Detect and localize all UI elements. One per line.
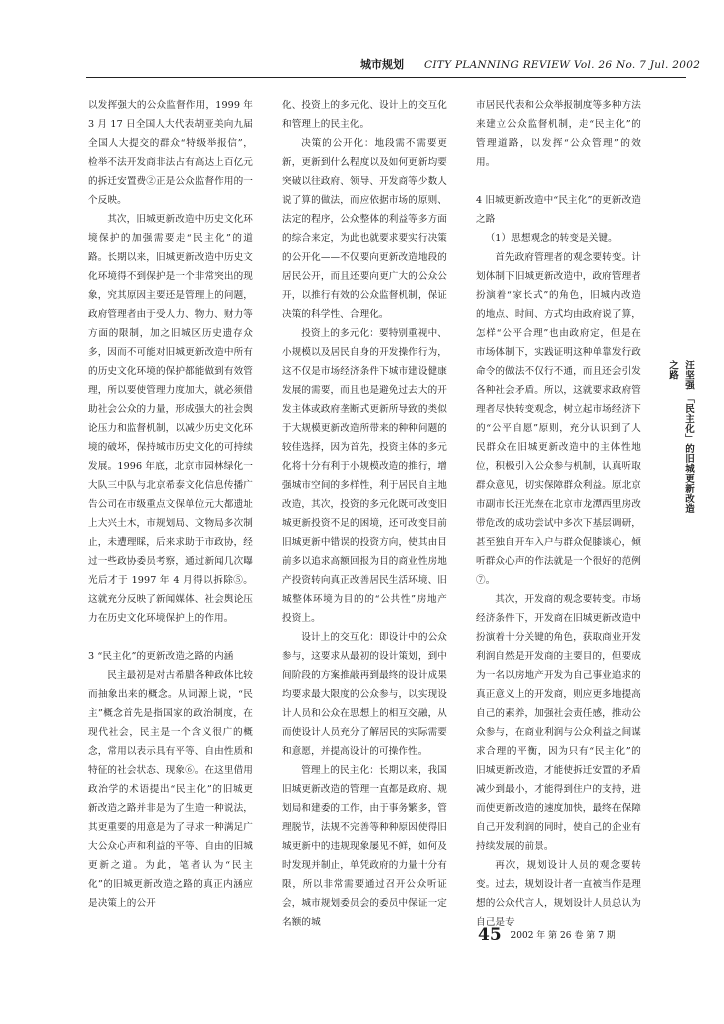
- side-running-title: 汪坚强 「民主化」的旧城更新改造之路: [667, 360, 694, 514]
- section-heading: 4 旧城更新改造中“民主化”的更新改造之路: [476, 195, 641, 225]
- paragraph: 其次，开发商的观念要转变。市场经济条件下，开发商在旧城更新改造中扮演着十分关键的角色，获取商业开发利润自然是开发商的主要目的，但要成为一名以房地产开发为自己事业追求的真正意义上的开发商，则应更多地提高自己的素养，加强社会责任感，推动公众参与，在商业利润与公众利益之间谋求合理的平衡，因为只有“民主化”的旧城更新改造，才能使拆迁安置的矛盾减少到最小，才能得到住户的支持，进而使更新改造的速度加快，最终在保障自己开发利润的同时，使自己的企业有持续发展的前景。: [476, 594, 641, 852]
- page-number: 45: [478, 925, 502, 945]
- paragraph: 其次，旧城更新改造中历史文化环境保护的加强需要走“民主化”的道路。长期以来，旧城更新改造中历史文化环境得不到保护是一个非常突出的现象，究其原因主要还是管理上的问题，政府管理者由于受人力、物力、财力等方面的限制，加之旧城区历史遗存众多，因而不可能对旧城更新改造中所有的历史文化环境的保护都能做到有效管理，所以要使管理力度加大，就必须借助社会公众的力量，形成强大的社会舆论压力和监督机制，以减少历史文化环境的破坏，保持城市历史文化的可持续发展。1996 年底，北京市园林绿化一大队三中队与北京希泰文化信息传播广告公司在市级重点文保单位元大都遗址上大兴土木，市规划局、文物局多次制止，未遭理睬，后来求助于市政协，经过一些政协委员考察，通过新闻几次曝光后才于 1997 年 4 月得以拆除⑤。这就充分反映了新闻媒体、社会舆论压力在历史文化环境保护上的作用。: [88, 214, 253, 624]
- section-heading: 3 “民主化”的更新改造之路的内涵: [88, 651, 234, 662]
- paragraph: 决策的公开化：地段需不需要更新，更新到什么程度以及如何更新均要突破以往政府、领导、开发商等少数人说了算的做法，而应依据市场的原则、法定的程序，公众整体的利益等多方面的综合来定，为此也就要求要实行决策的公开化——不仅要向更新改造地段的居民公开，而且还要向更广大的公众公开，以推行有效的公众监督机制，保证决策的科学性、合理化。: [282, 138, 447, 320]
- paragraph: 再次，规划设计人员的观念要转变。过去，规划设计者一直被当作是理想的公众代言人，规划设计人员总认为自己是专: [476, 860, 641, 928]
- journal-title-cn: 城市规划: [360, 58, 404, 71]
- paragraph: 投资上的多元化：要特别重视中、小规模以及居民自身的开发操作行为，这不仅是市场经济条件下城市建设健康发展的需要，而且也是避免过去大的开发主体或政府垄断式更新所导致的类似于大规模更新改造所带来的种种问题的较佳选择，因为首先，投资主体的多元化将十分有利于小规模改造的推行，增强城市空间的多样性，利于居民自主地改造，其次，投资的多元化既可改变旧城更新投资不足的困境，还可改变目前旧城更新中错误的投资方向，使其由目前多以追求高额回报为目的商业性房地产投资转向真正改善居民生活环境、旧城整体环境为目的的“公共性”房地产投资上。: [282, 328, 447, 624]
- paragraph: 市居民代表和公众举报制度等多种方法来建立公众监督机制，走“民主化”的管理道路，以发挥“公众管理”的效用。: [476, 100, 641, 168]
- header-rule: [86, 77, 686, 78]
- text-column-2: [282, 96, 447, 928]
- text-column-1: [88, 96, 253, 916]
- paragraph: 以发挥强大的公众监督作用，1999 年 3 月 17 日全国人大代表胡亚美向九届全国人大提交的群众“特级举报信”，检举不法开发商非法占有高达上百亿元的拆迁安置费②正是公众监督作用的一个反映。: [88, 100, 253, 206]
- paragraph: 管理上的民主化：长期以来，我国旧城更新改造的管理一直都是政府、规划局和建委的工作，由于事务繁多，管理脱节，法规不完善等种种原因使得旧城更新中的违规现象屡见不鲜，如何及时发现并制止，单凭政府的力量十分有限，所以非常需要通过召开公众听证会，城市规划委员会的委员中保证一定名额的城: [282, 765, 447, 928]
- journal-title-en: CITY PLANNING REVIEW Vol. 26 No. 7 Jul. 2002: [424, 59, 701, 71]
- paragraph: 首先政府管理者的观念要转变。计划体制下旧城更新改造中，政府管理者扮演着“家长式”的角色，旧城内改造的地点、时间、方式均由政府说了算，怎样“公平合理”也由政府定，但是在市场体制下，实践证明这种单靠发行政命令的做法不仅行不通，而且还会引发各种社会矛盾。所以，这就要求政府管理者尽快转变观念，树立起市场经济下的“公平自愿”原则，充分认识到了人民群众在旧城更新改造中的主体性地位，积极引入公众参与机制，认真听取群众意见，切实保障群众利益。原北京市副市长汪光焘在北京市龙潭西里房改带危改的成功尝试中多次下基层调研，甚至独自开车入户与群众促膝谈心，倾听群众心声的作法就是一个很好的范例⑦。: [476, 252, 641, 586]
- text-column-3: [476, 96, 641, 928]
- subsection-heading: （1）思想观念的转变是关键。: [485, 233, 618, 244]
- running-header: [0, 56, 724, 74]
- paragraph: 设计上的交互化：即设计中的公众参与，这要求从最初的设计策划，到中间阶段的方案推敲再到最终的设计成果均要求最大限度的公众参与，以实现设计人员和公众在思想上的相互交融，从而使设计人员充分了解居民的实际需要和意愿，并提高设计的可操作性。: [282, 632, 447, 757]
- paragraph: 民主最初是对古希腊各种政体比较而抽象出来的概念。从词源上说，“民主”概念首先是指国家的政治制度，在现代社会，民主是一个含义很广的概念，常用以表示具有平等、自由性质和特征的社会状态、现象⑥。在这里借用政治学的术语提出“民主化”的旧城更新改造之路并非是为了生造一种说法，其更重要的用意是为了寻求一种满足广大公众心声和利益的平等、自由的旧城更新之道。为此，笔者认为“民主化”的旧城更新改造之路的真正内涵应是决策上的公开: [88, 670, 253, 909]
- page-footer: [478, 924, 616, 946]
- paragraph: 化、投资上的多元化、设计上的交互化和管理上的民主化。: [282, 100, 447, 130]
- issue-info: 2002 年 第 26 卷 第 7 期: [510, 931, 616, 941]
